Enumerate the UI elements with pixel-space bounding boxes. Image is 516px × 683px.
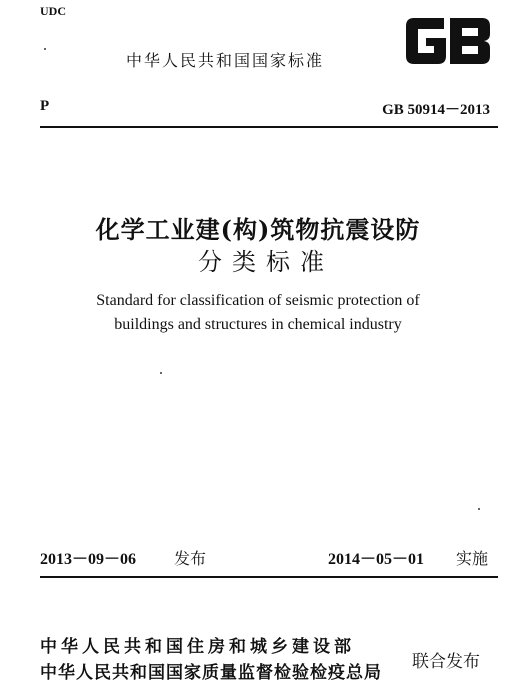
issue-label: 发布	[174, 549, 207, 568]
bottom-divider	[40, 576, 498, 578]
top-divider	[40, 126, 498, 128]
scan-speck	[160, 372, 162, 374]
classification-code: P	[40, 98, 50, 114]
title-chinese-line2: 分类标准	[198, 248, 334, 276]
issue-date: 2013－09－06	[40, 551, 137, 568]
standard-number: GB 50914－2013	[382, 102, 490, 118]
udc-label: UDC	[40, 4, 66, 18]
title-english-line1: Standard for classification of seismic protection of	[96, 292, 420, 309]
implementation-date: 2014－05－01	[328, 551, 425, 568]
title-english-line2: buildings and structures in chemical industry	[114, 316, 402, 333]
national-standard-heading: 中华人民共和国国家标准	[126, 51, 325, 70]
title-chinese-line1: 化学工业建(构)筑物抗震设防	[95, 215, 421, 244]
issuer-aqsiq: 中华人民共和国国家质量监督检验检疫总局	[40, 663, 382, 683]
scan-speck	[44, 48, 46, 50]
scan-speck	[478, 508, 480, 510]
implementation-label: 实施	[456, 549, 489, 568]
issuer-ministry: 中华人民共和国住房和城乡建设部	[40, 637, 355, 657]
joint-issue-label: 联合发布	[412, 652, 480, 672]
gb-logo	[402, 16, 494, 66]
